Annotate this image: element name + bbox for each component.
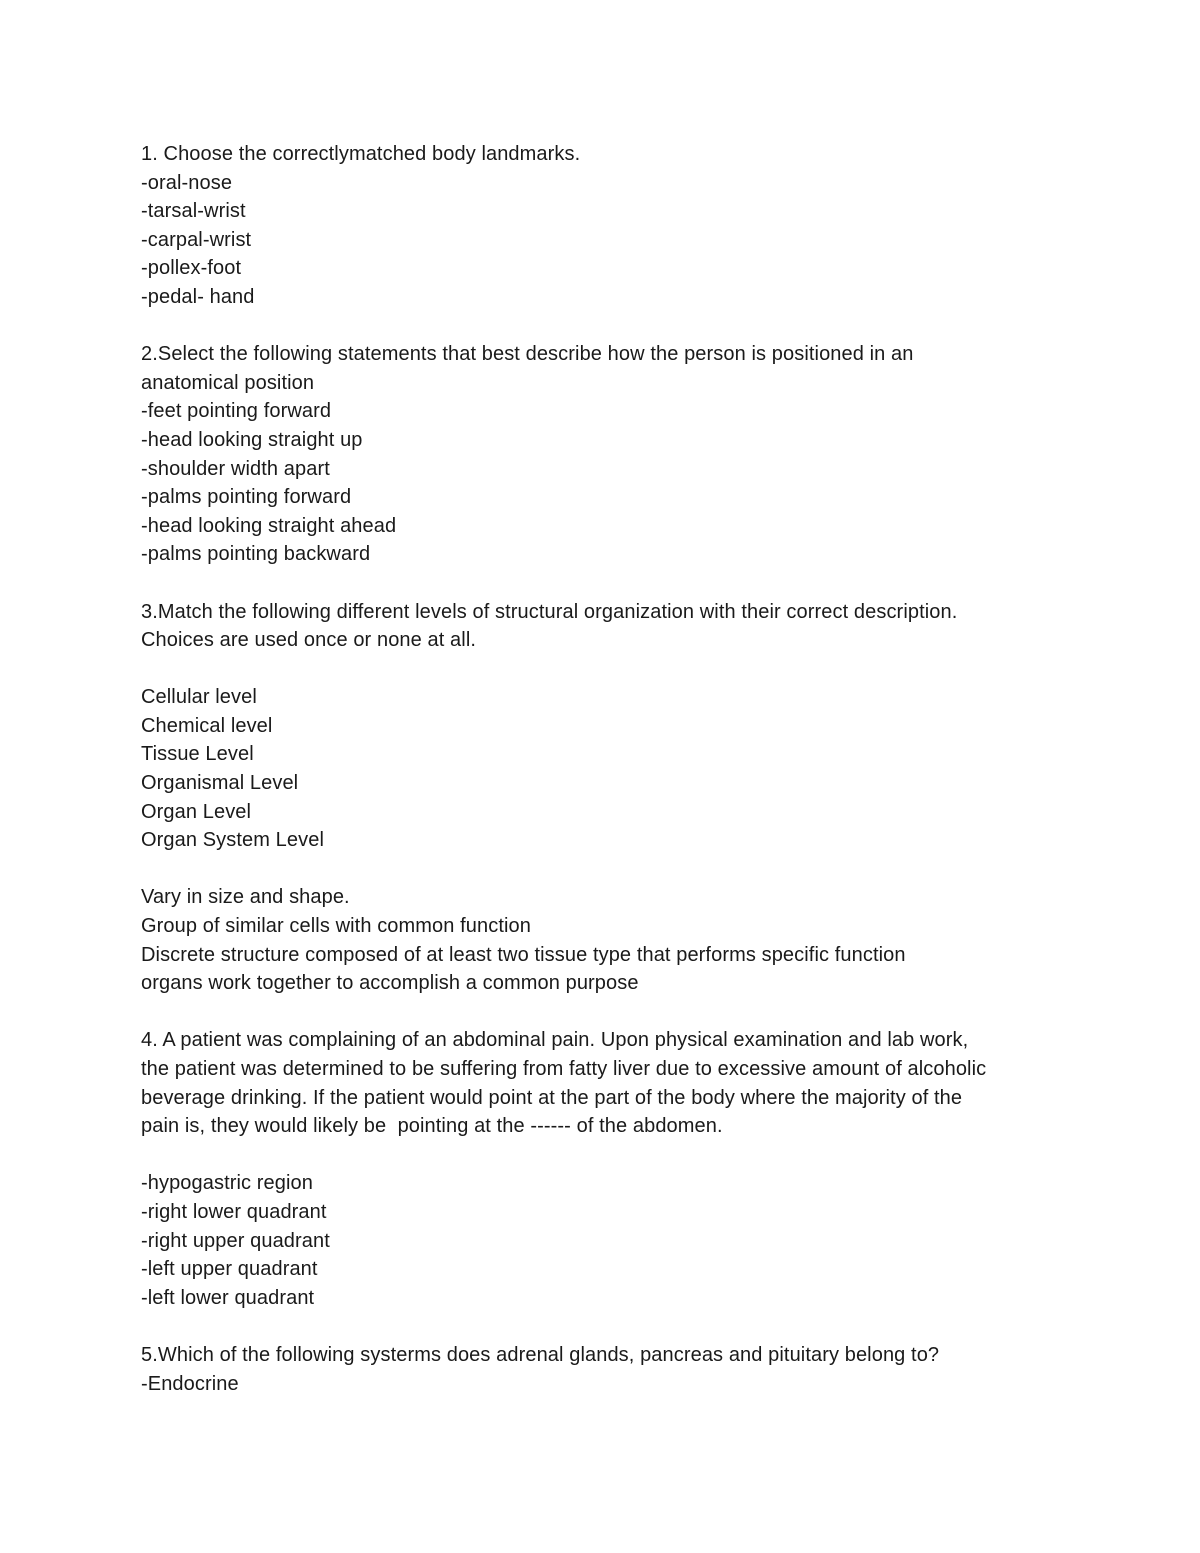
- q1-option: -carpal-wrist: [141, 228, 252, 251]
- q2-question: anatomical position: [141, 371, 315, 394]
- q4-option: -left lower quadrant: [141, 1286, 315, 1309]
- q3-description: Group of similar cells with common function: [141, 915, 531, 938]
- q1-option: -oral-nose: [141, 171, 233, 194]
- q4-question: beverage drinking. If the patient would point at the part of the body where the majority of the: [141, 1086, 963, 1109]
- q1-option: -pedal- hand: [141, 285, 255, 308]
- spacer: [141, 312, 1101, 341]
- q3-description: Vary in size and shape.: [141, 886, 350, 909]
- q3-level: Organ System Level: [141, 829, 324, 852]
- q4-option: -left upper quadrant: [141, 1258, 318, 1281]
- q5-question: 5.Which of the following systerms does adrenal glands, pancreas and pituitary belong to?: [141, 1343, 940, 1366]
- q3-question: Choices are used once or none at all.: [141, 629, 477, 652]
- q2-option: -feet pointing forward: [141, 400, 332, 423]
- q4-option: -right upper quadrant: [141, 1229, 330, 1252]
- q2-option: -palms pointing forward: [141, 486, 352, 509]
- q1-question: 1. Choose the correctlymatched body landmarks.: [141, 143, 581, 165]
- spacer: [141, 655, 1101, 684]
- q5-answer: -Endocrine: [141, 1372, 239, 1395]
- q3-level: Tissue Level: [141, 743, 254, 766]
- q3-description: Discrete structure composed of at least two tissue type that performs specific function: [141, 943, 906, 966]
- q4-question: 4. A patient was complaining of an abdominal pain. Upon physical examination and lab work,: [141, 1029, 969, 1052]
- q3-level: Cellular level: [141, 686, 257, 709]
- q3-description: organs work together to accomplish a common purpose: [141, 972, 639, 995]
- spacer: [141, 998, 1101, 1027]
- q4-question: pain is, they would likely be pointing at the ------ of the abdomen.: [141, 1115, 723, 1138]
- spacer: [141, 569, 1101, 598]
- spacer: [141, 1141, 1101, 1170]
- q2-question: 2.Select the following statements that best describe how the person is positioned in an: [141, 343, 914, 366]
- q2-option: -head looking straight ahead: [141, 514, 397, 537]
- q4-option: -right lower quadrant: [141, 1200, 327, 1223]
- q2-option: -palms pointing backward: [141, 543, 371, 566]
- q4-option: -hypogastric region: [141, 1172, 313, 1195]
- q3-question: 3.Match the following different levels of structural organization with their correct description.: [141, 600, 958, 623]
- q2-option: -head looking straight up: [141, 428, 363, 451]
- q4-question: the patient was determined to be suffering from fatty liver due to excessive amount of alcoholic: [141, 1058, 987, 1080]
- q3-level: Organ Level: [141, 800, 252, 823]
- q1-option: -tarsal-wrist: [141, 200, 246, 223]
- q1-option: -pollex-foot: [141, 257, 242, 280]
- document-page: [141, 140, 1101, 1398]
- spacer: [141, 855, 1101, 884]
- q3-level: Chemical level: [141, 714, 273, 737]
- q2-option: -shoulder width apart: [141, 457, 330, 480]
- q3-level: Organismal Level: [141, 772, 299, 795]
- spacer: [141, 1312, 1101, 1341]
